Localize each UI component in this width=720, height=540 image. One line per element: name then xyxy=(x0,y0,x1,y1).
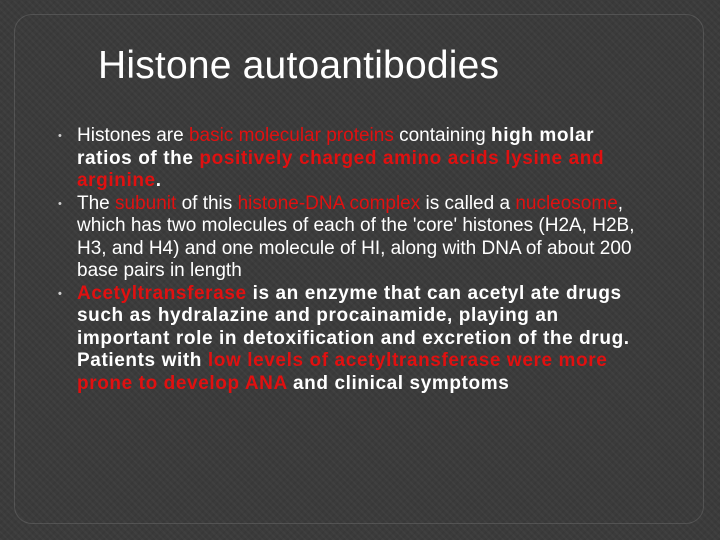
bullet-marker-icon: • xyxy=(58,197,62,210)
bullet-text: is called a xyxy=(420,192,516,214)
bullet-text: high molar ratios of the xyxy=(77,125,595,169)
bullet-text: , which has two molecules of each of the 'core' histones (H2A, H2B, H3, and H4) and one molecule of HI, along with DNA of about 200 base pairs in length xyxy=(77,192,635,281)
slide-title: Histone autoantibodies xyxy=(98,44,500,87)
highlight-text: low levels of acetyltransferase were more prone to develop ANA xyxy=(77,350,608,394)
bullet-text: is an enzyme that can acetyl ate drugs such as hydralazine and procainamide, playing an important role in detoxification and excretion of the drug. Patients with xyxy=(77,282,630,371)
bullet-item-histones xyxy=(58,125,638,193)
highlight-text: histone-DNA complex xyxy=(237,192,421,214)
bullet-marker-icon: • xyxy=(58,130,62,142)
highlight-text: Acetyltransferase xyxy=(77,282,247,304)
highlight-text: subunit xyxy=(115,192,177,214)
bullet-text: and clinical symptoms xyxy=(287,372,510,394)
bullet-item-nucleosome xyxy=(58,193,638,283)
bullet-item-acetyltransferase xyxy=(58,283,638,396)
bullet-marker-icon: • xyxy=(58,287,63,300)
bullet-list xyxy=(58,125,638,395)
highlight-text: positively charged amino acids lysine and arginine xyxy=(77,147,605,191)
bullet-text: The xyxy=(77,192,116,214)
highlight-text: nucleosome xyxy=(515,192,618,214)
bullet-text: of this xyxy=(176,192,238,214)
bullet-text: Histones are xyxy=(77,125,189,146)
bullet-text: . xyxy=(155,170,162,191)
highlight-text: basic molecular proteins xyxy=(188,125,394,146)
bullet-text: containing xyxy=(393,125,492,146)
